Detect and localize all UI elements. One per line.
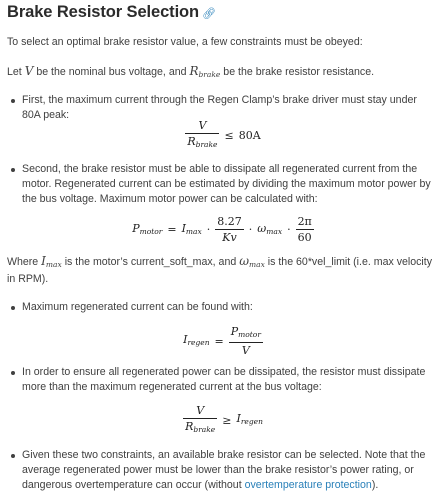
where-line: Where $I_{max}$ is the motor’s current_soft_max, and $\omega_{max}$ is the 60*vel_limit (i.e. max velocity in RPM).: [7, 254, 433, 285]
let-end: be the brake resistor resistance.: [223, 66, 375, 78]
eq2-fraction-2: $\frac{2\pi}{60}$: [297, 215, 312, 244]
intro-text: To select an optimal brake resistor value, a few constraints must be obeyed:: [7, 36, 363, 48]
eq4-operator: ≥: [222, 413, 232, 427]
eq2-dot-1: ·: [206, 223, 211, 236]
bullet-dot: [11, 454, 15, 458]
eq2-lhs: $P_{motor}$: [132, 221, 163, 236]
overtemperature-protection-link[interactable]: overtemperature protection: [244, 479, 372, 491]
eq2-equals: =: [167, 223, 177, 236]
eq3-fraction: $\frac{P_{motor}}{V}$: [230, 325, 261, 357]
eq3-lhs: $I_{regen}$: [183, 333, 210, 347]
section-heading: [7, 2, 216, 24]
eq4-fraction: $\frac{V}{R_{brake}}$: [185, 404, 216, 434]
bullet-5-text: Given these two constraints, an available brake resistor can be selected. Note that the average regenerated power must be lower than the brake resistor’s power rating, or dangerous overtemperature can occur (without overtemperature protection).: [22, 449, 426, 491]
eq2-fraction-1: $\frac{8.27}{Kv}$: [217, 215, 242, 244]
bullet-4-text: In order to ensure all regenerated power can be dissipated, the resistor must dissipate more than the maximum regenerated current at the bus voltage:: [22, 366, 426, 393]
bullet-dot: [11, 371, 15, 375]
equation-1: [0, 118, 446, 151]
eq2-omega: $\omega_{max}$: [257, 221, 283, 236]
equation-2: [0, 215, 446, 244]
let-mid: be the nominal bus voltage, and: [36, 66, 187, 78]
eq2-dot-3: ·: [287, 223, 291, 236]
let-word: Let: [7, 66, 22, 78]
bullet-1-text: First, the maximum current through the Regen Clamp’s brake driver must stay under 80A peak:: [22, 94, 417, 121]
bullet-3-text: Maximum regenerated current can be found with:: [22, 301, 253, 313]
eq1-fraction: $\frac{V}{R_{brake}}$: [187, 119, 218, 149]
eq3-equals: =: [214, 334, 224, 348]
var-rbrake: $R_{brake}$: [189, 64, 221, 79]
bullet-2-text: Second, the brake resistor must be able to dissipate all regenerated current from the motor. Regenerated current can be estimated by dividing the maximum motor power by the bus voltage. Maximum motor power can be calculated with:: [22, 163, 431, 205]
eq1-rhs: 80A: [238, 128, 261, 142]
var-v: V: [24, 64, 34, 78]
link-icon[interactable]: 🔗︎: [202, 8, 216, 20]
bullet-dot: [11, 168, 15, 172]
equation-4: [0, 403, 446, 436]
eq1-operator: ≤: [224, 128, 234, 142]
eq2-dot-2: ·: [248, 223, 253, 236]
eq4-rhs: $I_{regen}$: [236, 412, 263, 426]
bullet-dot: [11, 99, 15, 103]
heading-title: Brake Resistor Selection: [7, 3, 200, 21]
let-line: [7, 64, 374, 82]
bullet-dot: [11, 306, 15, 310]
equation-3: [0, 325, 446, 357]
eq2-imax: $I_{max}$: [181, 221, 202, 236]
